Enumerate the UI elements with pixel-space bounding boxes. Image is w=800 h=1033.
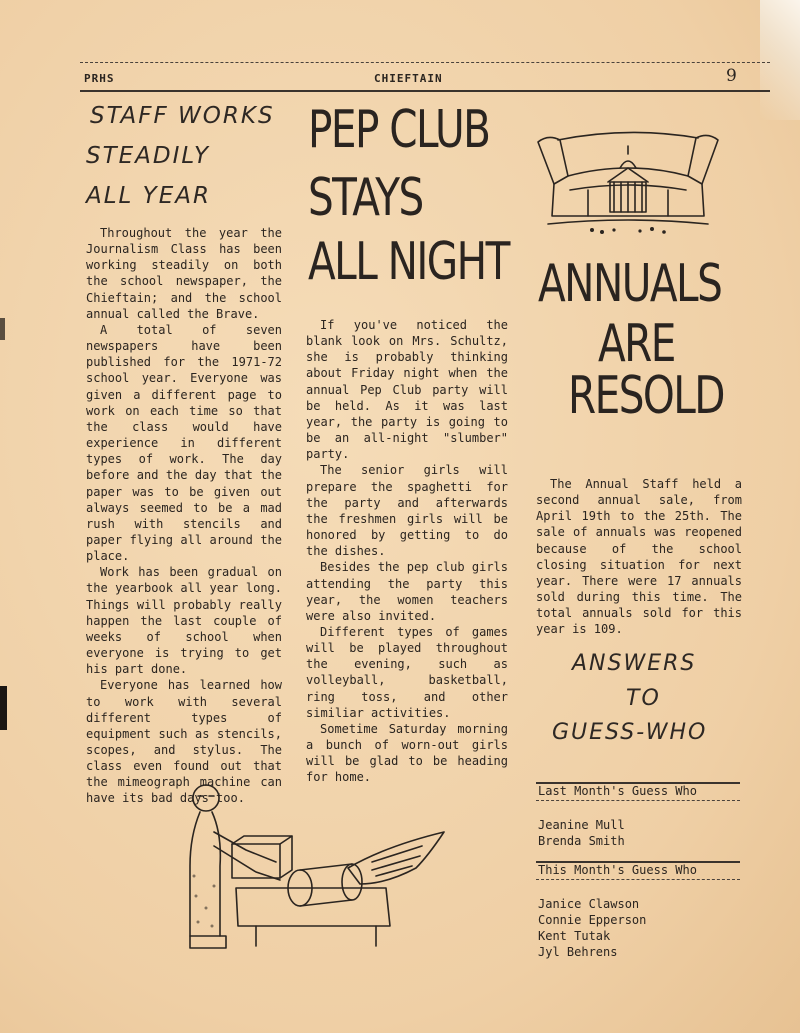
- pep-paragraph-4: Different types of games will be played throughout the evening, such as volleyball, basketball, ring toss, and other similiar activities.: [306, 624, 508, 720]
- annuals-paragraph-1: The Annual Staff held a second annual sale, from April 19th to the 25th. The sale of annuals was reopened because of the school closing situation for next year. There were 17 annuals sold during this time. The total annuals sold for this year is 109.: [536, 477, 742, 637]
- pep-headline-line-3: ALL NIGHT: [308, 232, 509, 292]
- pep-headline-line-2: STAYS: [308, 168, 423, 228]
- staff-article-body: [86, 225, 282, 807]
- this-month-name-4: Jyl Behrens: [538, 945, 618, 959]
- page-corner-fold: [760, 0, 800, 120]
- this-month-rule-bottom: [536, 879, 740, 880]
- annuals-headline-line-2: ARE: [598, 314, 675, 374]
- staff-headline-line-1: STAFF WORKS: [90, 103, 275, 129]
- this-month-name-3: Kent Tutak: [538, 929, 611, 943]
- pep-headline-line-1: PEP CLUB: [308, 100, 490, 160]
- binding-mark: [0, 686, 7, 730]
- last-month-name-1: Jeanine Mull: [538, 818, 625, 832]
- guess-headline-line-1: ANSWERS: [572, 651, 697, 676]
- pep-paragraph-3: Besides the pep club girls attending the party this year, the women teachers were also invited.: [306, 560, 508, 623]
- school-building-illustration: [528, 120, 728, 240]
- newspaper-name: CHIEFTAIN: [374, 72, 443, 85]
- annuals-headline-line-3: RESOLD: [568, 366, 724, 426]
- staff-paragraph-4: Everyone has learned how to work with several different types of equipment such as stencils, scopes, and stylus. The class even found out that the mimeograph machine can have its bad days too.: [86, 678, 282, 806]
- pep-article-body: [306, 317, 508, 786]
- page-number: 9: [726, 66, 737, 86]
- pep-paragraph-5: Sometime Saturday morning a bunch of worn-out girls will be glad to be heading for home.: [306, 721, 508, 785]
- mimeograph-illustration: [176, 776, 446, 956]
- school-abbrev: PRHS: [84, 72, 115, 85]
- annuals-headline-line-1: ANNUALS: [538, 254, 722, 314]
- staff-paragraph-3: Work has been gradual on the yearbook all year long. Things will probably really happen the last couple of weeks of school when everyone is trying to get his part done.: [86, 565, 282, 677]
- this-month-label: This Month's Guess Who: [538, 863, 697, 877]
- staff-paragraph-2: A total of seven newspapers have been published for the 1971-72 school year. Everyone was given a different page to work on each time so that the class would have experience in different types of work. The day before and the day that the paper was to be given out always seemed to be a mad rush with stencils and paper flying all around the place.: [86, 322, 282, 564]
- staff-headline-line-3: ALL YEAR: [86, 183, 211, 209]
- last-month-label: Last Month's Guess Who: [538, 784, 697, 798]
- pep-paragraph-2: The senior girls will prepare the spaghetti for the party and afterwards the freshmen girls will be honored by getting to do the dishes.: [306, 463, 508, 559]
- guess-headline-line-2: TO: [626, 686, 661, 711]
- this-month-name-1: Janice Clawson: [538, 897, 640, 911]
- staff-headline-line-2: STEADILY: [86, 143, 211, 169]
- this-month-name-2: Connie Epperson: [538, 913, 647, 927]
- binding-mark: [0, 318, 5, 340]
- last-month-name-2: Brenda Smith: [538, 834, 625, 848]
- header-rule-top: [80, 62, 770, 63]
- annuals-article-body: [536, 476, 742, 638]
- guess-headline-line-3: GUESS-WHO: [552, 720, 708, 745]
- header-rule-bottom: [80, 90, 770, 92]
- last-month-rule-bottom: [536, 800, 740, 801]
- staff-paragraph-1: Throughout the year the Journalism Class has been working steadily on both the school newspaper, the Chieftain; and the school annual called the Brave.: [86, 226, 282, 321]
- pep-paragraph-1: If you've noticed the blank look on Mrs. Schultz, she is probably thinking about Friday night when the annual Pep Club party will be held. As it was last year, the party is going to be an all-night "slumber" party.: [306, 318, 508, 462]
